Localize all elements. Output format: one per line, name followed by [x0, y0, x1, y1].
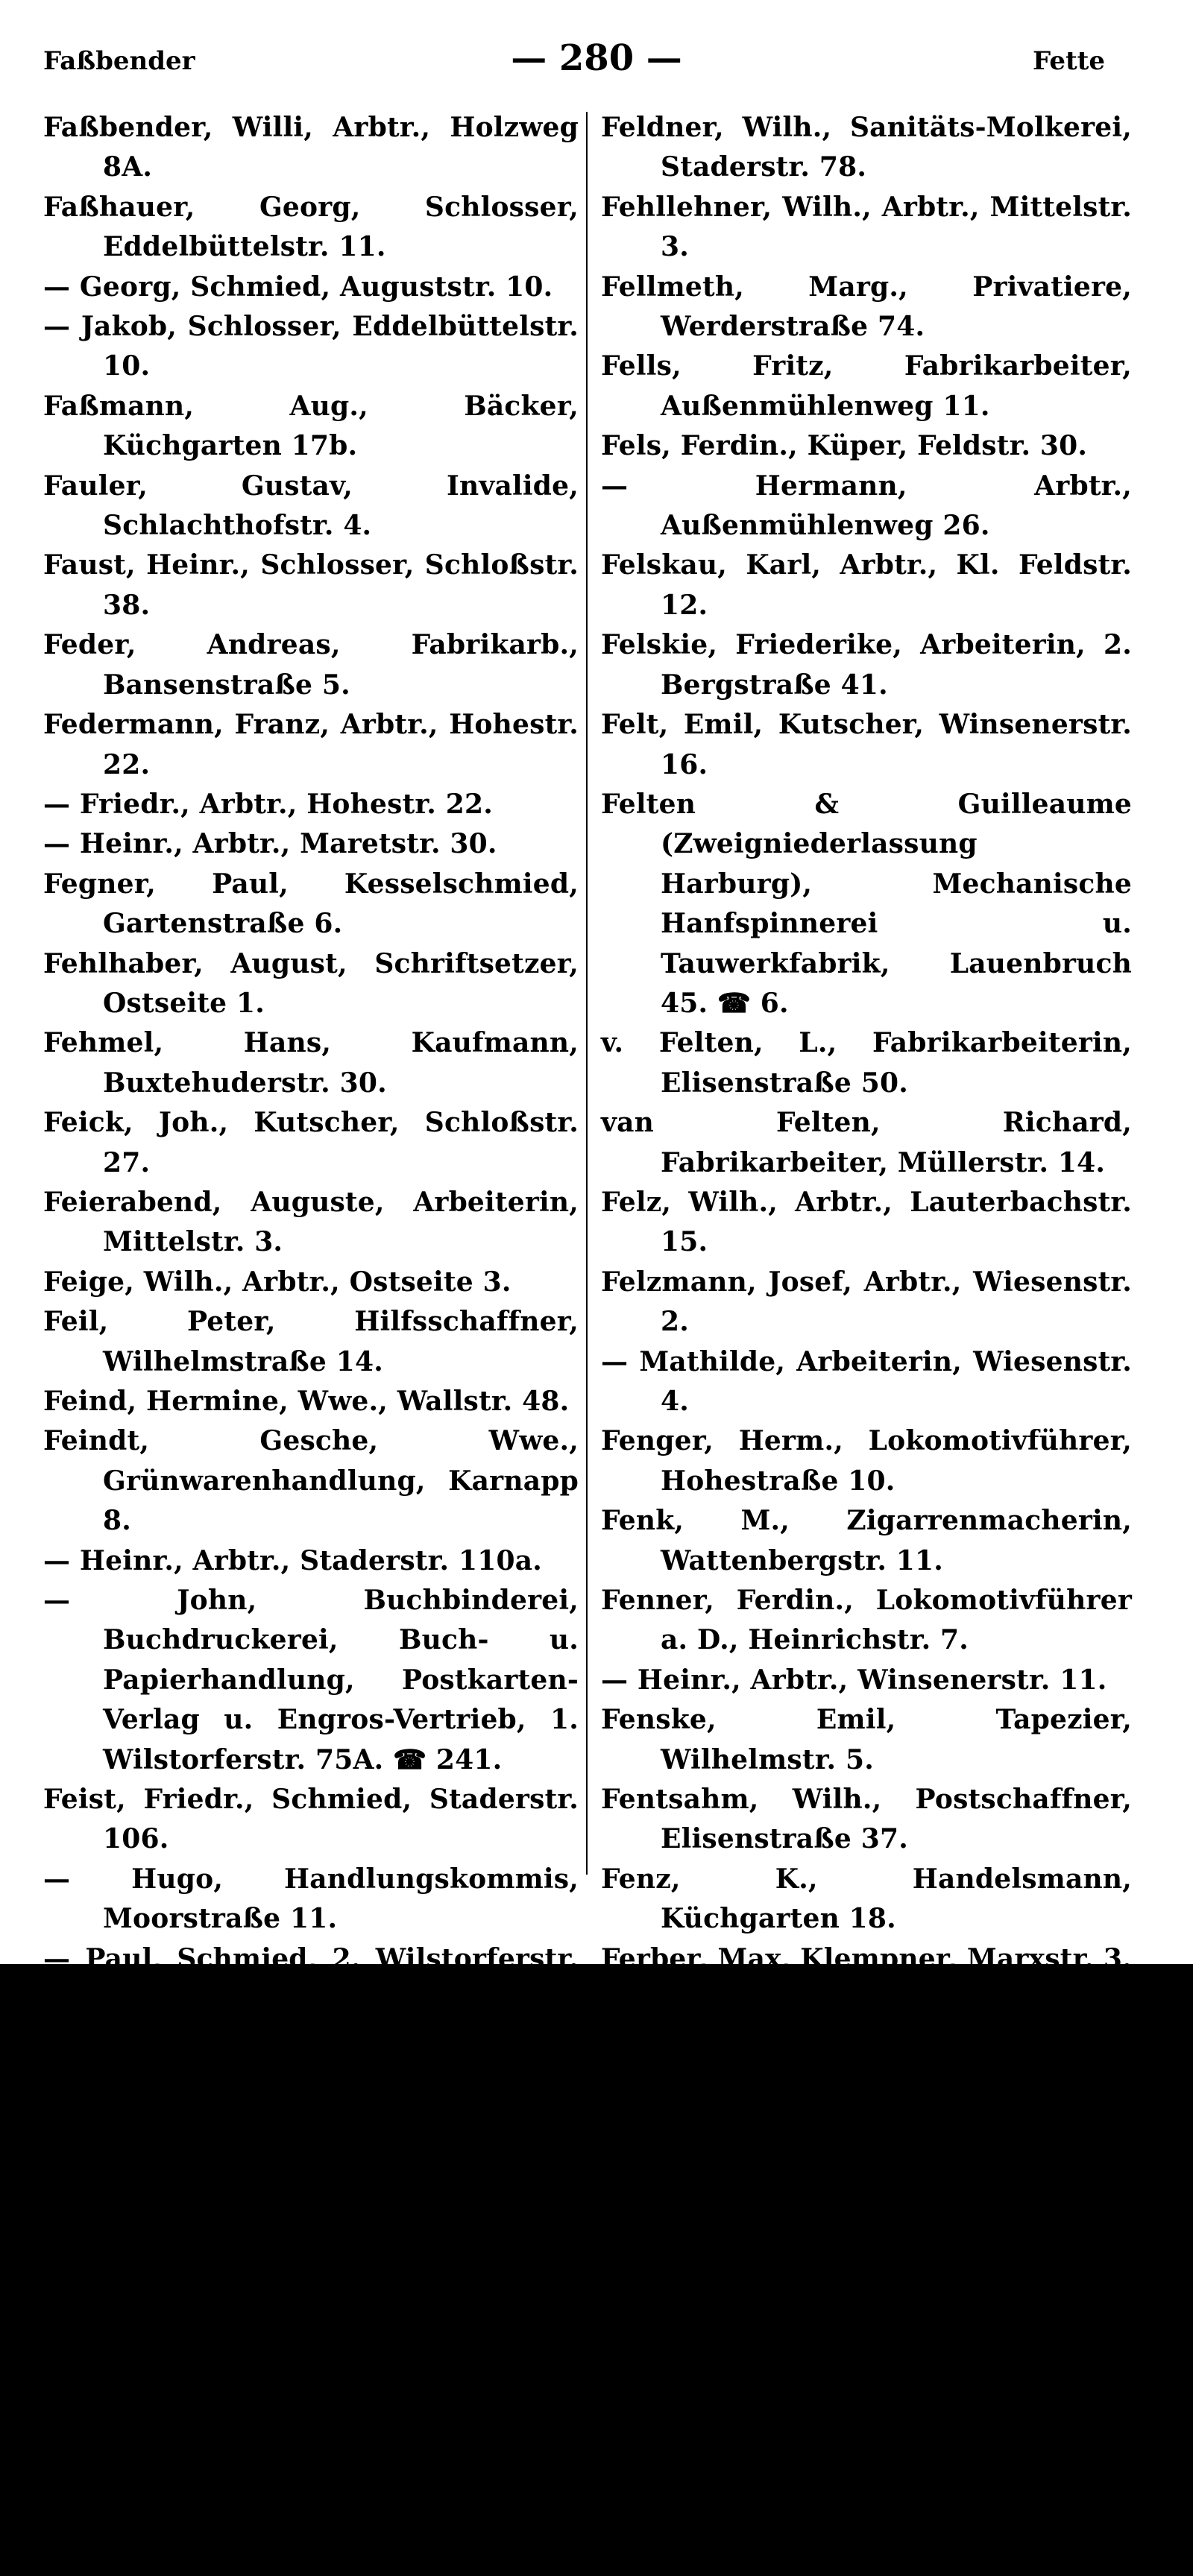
right-column: [601, 108, 1132, 2572]
directory-entry: Feind, Hermine, Wwe., Wallstr. 48.: [43, 1386, 570, 1417]
directory-entry: — Mathilde, Arbeiterin, Wiesenstr. 4.: [601, 1345, 1132, 1417]
directory-entry: Fegner, Paul, Kesselschmied, Gartenstraße 6.: [43, 868, 579, 940]
directory-entry: Fells, Fritz, Fabrikarbeiter, Außenmühlenweg 11.: [601, 350, 1132, 422]
directory-entry: Fenske, Emil, Tapezier, Wilhelmstr. 5.: [601, 1704, 1132, 1775]
directory-entry: — Georg, Schmied, Auguststr. 10.: [43, 271, 553, 303]
directory-entry: — Heinr., Arbtr., Winsenerstr. 11.: [601, 1664, 1107, 1696]
directory-entry: Faßbender, Willi, Arbtr., Holzweg 8A.: [43, 112, 579, 183]
directory-entry: — Heinr., Arbtr., Maretstr. 30.: [43, 828, 497, 860]
directory-entry: v. Felten, L., Fabrikarbeiterin, Elisenstraße 50.: [601, 1027, 1132, 1099]
directory-entry: Felz, Wilh., Arbtr., Lauterbachstr. 15.: [601, 1186, 1132, 1258]
running-head-left: Faßbender: [43, 46, 195, 76]
directory-entry: — Friedr., Arbtr., Hohestr. 22.: [43, 788, 493, 820]
directory-entry: zum Felde, Therese, Wwe., Eddelbüttelstraße 29.: [43, 2102, 579, 2174]
directory-entry: Fels, Ferdin., Küper, Feldstr. 30.: [601, 430, 1088, 462]
directory-entry: Faust, Heinr., Schlosser, Schloßstr. 38.: [43, 549, 579, 621]
directory-entry: Feist, Friedr., Schmied, Staderstr. 106.: [43, 1784, 579, 1855]
directory-entry: Ferrara, Luigi, Arbtr., Schmidtstr. 5.: [601, 1983, 1132, 2054]
directory-entry: — Hermann, Arbtr., Außenmühlenweg 26.: [601, 470, 1132, 542]
directory-entry: — Herm., Arbtr., Winsenerstr. 50.: [601, 2141, 1108, 2174]
directory-entry: — Jakob, Schlosser, Eddelbüttelstr. 10.: [43, 311, 579, 382]
running-head-right: Fette: [1033, 46, 1105, 76]
column-divider: [586, 112, 588, 1875]
directory-entry: Feige, Wilh., Arbtr., Ostseite 3.: [43, 1266, 511, 1298]
directory-entry: Fehllehner, Wilh., Arbtr., Mittelstr. 3.: [601, 191, 1132, 263]
directory-entry: Feindt, Gesche, Wwe., Grünwarenhandlung, Karnapp 8.: [43, 1425, 579, 1537]
directory-entry: — Rich., Tischler, Albersstr. 16a.: [43, 2420, 538, 2452]
directory-entry: Ferber, Max, Klempner, Marxstr. 3.: [601, 1942, 1132, 1974]
directory-entry: Fehlhaber, August, Schriftsetzer, Ostseite 1.: [43, 947, 579, 1019]
directory-entry: Feldner, W., Landwirt, Staderstr. 115.: [43, 2460, 579, 2532]
directory-entry: Felskie, Friederike, Arbeiterin, 2. Bergstraße 41.: [601, 629, 1132, 701]
directory-entry: Feil, Peter, Hilfsschaffner, Wilhelmstraße 14.: [43, 1306, 579, 1377]
directory-entry: van Felten, Richard, Fabrikarbeiter, Müllerstr. 14.: [601, 1107, 1132, 1178]
directory-entry: Fenk, M., Zigarrenmacherin, Wattenbergstr. 11.: [601, 1505, 1132, 1576]
directory-entry: Festersen, Karl, Maschinenschlosser, Grubestr. 23.: [601, 2340, 1132, 2452]
directory-entry: — Wilh., Badewärter, Marxstr. 15.: [601, 2301, 1112, 2333]
directory-entry: Fenger, Herm., Lokomotivführer, Hohestraße 10.: [601, 1425, 1132, 1497]
directory-entry: Fesel, Ferdinandine, Wwe., Geradestraße 11.: [601, 2221, 1132, 2293]
directory-entry: — Georg, Arbtr., Moorburgerstr. 42.: [43, 2261, 579, 2333]
directory-entry: — John, Buchbinderei, Buchdruckerei, Buch- u. Papierhandlung, Postkarten-Verlag u. Engros-Vertrieb, 1. Wilstorferstr. 75A. ☎ 241.: [43, 1585, 579, 1775]
directory-entry: Fehmel, Hans, Kaufmann, Buxtehuderstr. 30.: [43, 1027, 579, 1099]
directory-entry: — Wilh., Arbtr., Winsenerstr. 50.: [601, 2182, 1093, 2214]
directory-entry: Fertig, Auguste, Wwe., Winsenerstr. 50.: [601, 2062, 1132, 2134]
directory-entry: Fett, Karl, Arbtr., Rudolfstr. 1.: [601, 2460, 1060, 2492]
directory-entry: Feldner, Wilh., Sanitäts-Molkerei, Staderstr. 78.: [601, 112, 1132, 183]
page-number: — 280 —: [511, 37, 682, 79]
directory-entry: — Hugo, Handlungskommis, Moorstraße 11.: [43, 1863, 579, 1935]
left-column: [43, 108, 579, 2532]
directory-entry: Feder, Andreas, Fabrikarb., Bansenstraße 5.: [43, 629, 579, 701]
directory-entry: Feick, Joh., Kutscher, Schloßstr. 27.: [43, 1107, 579, 1178]
directory-entry: Fette, Franz, Kaufmann, Heinrichstr. 8.: [601, 2500, 1132, 2572]
directory-entry: Fauler, Gustav, Invalide, Schlachthofstr. 4.: [43, 470, 579, 542]
directory-entry: Feistel, Heinr., Arbtr., Schmidtstr. 11.: [43, 2022, 579, 2094]
directory-entry: Fellmeth, Marg., Privatiere, Werderstraße 74.: [601, 271, 1132, 343]
directory-entry: — Heinr., Arbtr., Staderstr. 110a.: [43, 1544, 542, 1576]
directory-entry: Fentsahm, Wilh., Postschaffner, Elisenstraße 37.: [601, 1784, 1132, 1855]
directory-entry: Felten & Guilleaume (Zweigniederlassung Harburg), Mechanische Hanfspinnerei u. Tauwerkfabrik, Lauenbruch 45. ☎ 6.: [601, 788, 1132, 1019]
directory-entry: Federmann, Franz, Arbtr., Hohestr. 22.: [43, 709, 579, 780]
directory-entry: Felzmann, Josef, Arbtr., Wiesenstr. 2.: [601, 1266, 1132, 1338]
page-header: [0, 0, 1193, 112]
directory-entry: Feierabend, Auguste, Arbeiterin, Mittelstr. 3.: [43, 1186, 579, 1258]
directory-entry: Faßhauer, Georg, Schlosser, Eddelbüttelstr. 11.: [43, 191, 579, 263]
directory-entry: — Jakob, Schuhmachermstr., Turnerstraße 7.: [43, 2340, 579, 2413]
directory-entry: Fenz, K., Handelsmann, Küchgarten 18.: [601, 1863, 1132, 1935]
directory-entry: Fenner, Ferdin., Lokomotivführer a. D., Heinrichstr. 7.: [601, 1585, 1132, 1656]
directory-entry: Felskau, Karl, Arbtr., Kl. Feldstr. 12.: [601, 549, 1132, 621]
directory-entry: Feldmann, Diedrich, Fabrikarbeiter, Haakestr. 88.: [43, 2182, 579, 2253]
directory-entry: Felt, Emil, Kutscher, Winsenerstr. 16.: [601, 709, 1132, 780]
directory-entry: — Paul, Schmied, 2. Wilstorferstr. 14.: [43, 1942, 579, 2015]
directory-entry: Faßmann, Aug., Bäcker, Küchgarten 17b.: [43, 390, 579, 462]
